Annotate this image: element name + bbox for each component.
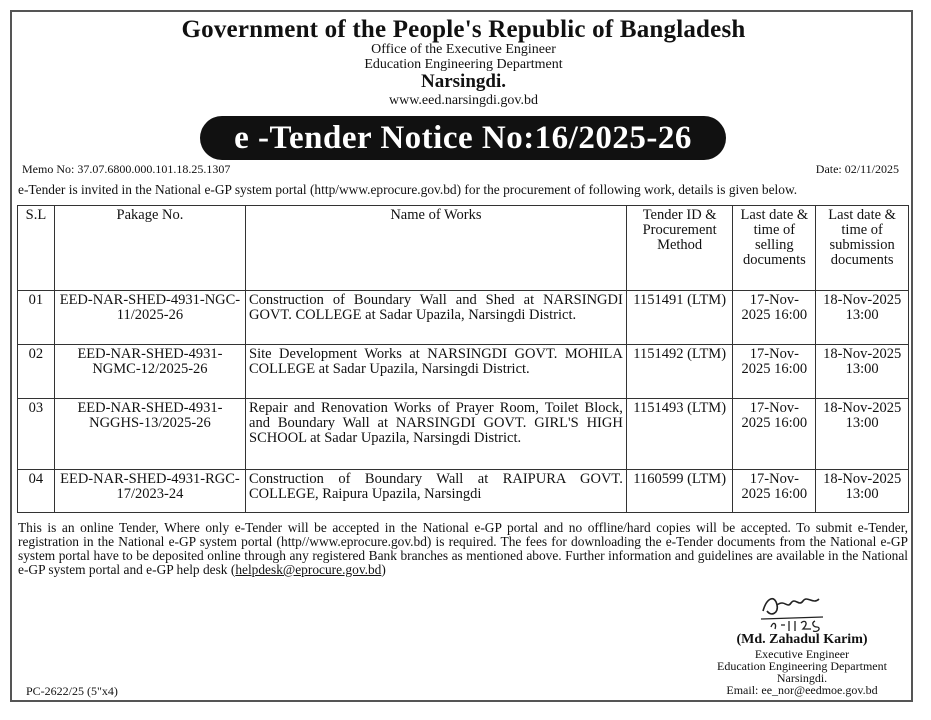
cell-sl: 01	[18, 291, 55, 345]
cell-selling-date: 17-Nov-2025 16:00	[733, 345, 816, 399]
header-tender-id: Tender ID & Procurement Method	[626, 206, 733, 291]
notice-date: Date: 02/11/2025	[815, 162, 899, 176]
website-url: www.eed.narsingdi.gov.bd	[388, 93, 539, 108]
tender-table	[17, 205, 909, 513]
header-sl: S.L	[18, 206, 55, 291]
tender-notice-document	[10, 10, 913, 702]
table-row	[18, 399, 909, 470]
table-header-row	[18, 206, 909, 291]
cell-name: Site Development Works at NARSINGDI GOVT. MOHILA COLLEGE at Sadar Upazila, Narsingdi District.	[246, 345, 627, 399]
department-name: Education Engineering Department	[364, 57, 563, 72]
cell-name: Construction of Boundary Wall at RAIPURA GOVT. COLLEGE, Raipura Upazila, Narsingdi	[246, 470, 627, 513]
signer-place: Narsingdi.	[776, 671, 828, 685]
header-name: Name of Works	[246, 206, 627, 291]
cell-selling-date: 17-Nov-2025 16:00	[733, 291, 816, 345]
cell-package: EED-NAR-SHED-4931-NGGHS-13/2025-26	[54, 399, 245, 470]
cell-package: EED-NAR-SHED-4931-NGC-11/2025-26	[54, 291, 245, 345]
table-row	[18, 291, 909, 345]
cell-selling-date: 17-Nov-2025 16:00	[733, 399, 816, 470]
publication-code: PC-2622/25 (5"x4)	[26, 684, 118, 698]
handwritten-signature	[757, 589, 837, 637]
intro-text: e-Tender is invited in the National e-GP system portal (http/www.eprocure.gov.bd) for the procurement of following work, details is given below.	[18, 182, 798, 197]
instructions-text: This is an online Tender, Where only e-Tender will be accepted in the National e-GP portal and no offline/hard copies will be accepted. To submit e-Tender, registration in the National e-GP system portal (http//www.eprocure.gov.bd) is required. The fees for downloading the e-Tender documents from the National e-GP system portal have to be deposited online through any registered Bank branches as mentioned above. Further information and guidelines are available in the National e-GP system portal and e-GP help desk (	[18, 520, 908, 577]
notice-title-banner: e -Tender Notice No:16/2025-26	[200, 116, 726, 160]
government-title: Government of the People's Republic of Bangladesh	[181, 16, 746, 43]
signer-title: Executive Engineer	[754, 647, 850, 661]
header-selling-date: Last date & time of selling documents	[733, 206, 816, 291]
cell-tender-id: 1151491 (LTM)	[626, 291, 733, 345]
cell-submission-date: 18-Nov-2025 13:00	[816, 345, 909, 399]
cell-sl: 03	[18, 399, 55, 470]
table-row	[18, 470, 909, 513]
signer-name: (Md. Zahadul Karim)	[736, 632, 868, 647]
cell-submission-date: 18-Nov-2025 13:00	[816, 470, 909, 513]
cell-tender-id: 1151493 (LTM)	[626, 399, 733, 470]
cell-name: Repair and Renovation Works of Prayer Room, Toilet Block, and Boundary Wall at NARSINGDI GOVT. GIRL'S HIGH SCHOOL at Sadar Upazila, Narsingdi District.	[246, 399, 627, 470]
cell-sl: 04	[18, 470, 55, 513]
helpdesk-email-link[interactable]: helpdesk@eprocure.gov.bd	[235, 562, 382, 577]
cell-package: EED-NAR-SHED-4931-NGMC-12/2025-26	[54, 345, 245, 399]
cell-tender-id: 1151492 (LTM)	[626, 345, 733, 399]
header-package: Pakage No.	[54, 206, 245, 291]
cell-name: Construction of Boundary Wall and Shed at NARSINGDI GOVT. COLLEGE at Sadar Upazila, Narsingdi District.	[246, 291, 627, 345]
signer-department: Education Engineering Department	[717, 659, 887, 673]
cell-submission-date: 18-Nov-2025 13:00	[816, 399, 909, 470]
header-submission-date: Last date & time of submission documents	[816, 206, 909, 291]
instructions-paragraph	[18, 521, 908, 577]
cell-sl: 02	[18, 345, 55, 399]
signer-email: Email: ee_nor@eedmoe.gov.bd	[726, 683, 878, 697]
cell-tender-id: 1160599 (LTM)	[626, 470, 733, 513]
office-name: Office of the Executive Engineer	[371, 42, 556, 57]
cell-submission-date: 18-Nov-2025 13:00	[816, 291, 909, 345]
cell-selling-date: 17-Nov-2025 16:00	[733, 470, 816, 513]
district-name: Narsingdi.	[421, 71, 506, 92]
table-row	[18, 345, 909, 399]
instructions-close: )	[381, 562, 386, 577]
cell-package: EED-NAR-SHED-4931-RGC-17/2023-24	[54, 470, 245, 513]
memo-number: Memo No: 37.07.6800.000.101.18.25.1307	[22, 162, 231, 176]
